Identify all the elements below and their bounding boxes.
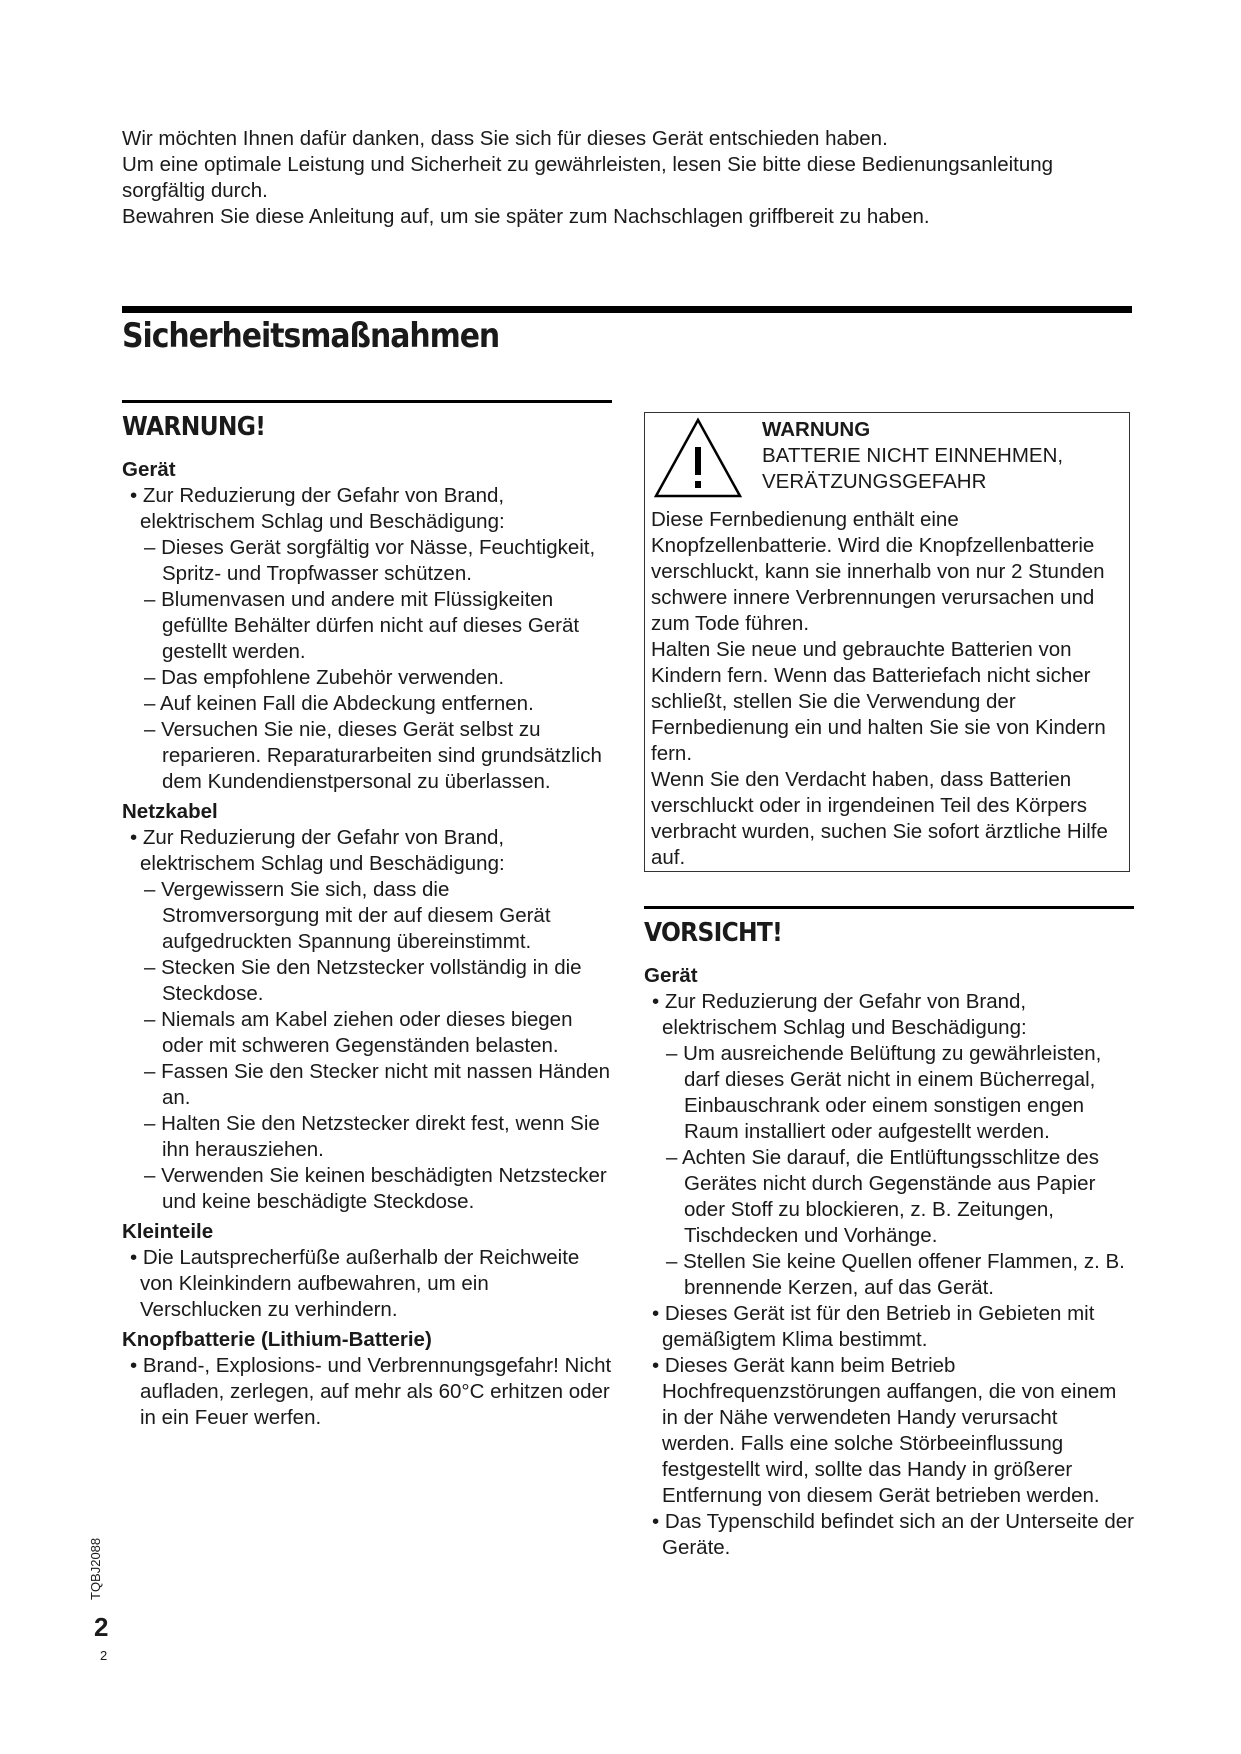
warning-heading: WARNUNG! [122,412,266,442]
caution-heading: VORSICHT! [644,918,783,948]
list-item: – Vergewissern Sie sich, dass die Stromversorgung mit der auf diesem Gerät aufgedruckten Spannung übereinstimmt. [144,878,551,953]
intro-text [122,126,1132,230]
battery-paragraph: Wenn Sie den Verdacht haben, dass Batterien verschluckt oder in irgendeinen Teil des Körpers verbracht wurden, suchen Sie sofort ärztliche Hilfe auf. [651,768,1108,869]
list-item: – Dieses Gerät sorgfältig vor Nässe, Feuchtigkeit, Spritz- und Tropfwasser schützen. [144,536,596,585]
list-item: – Auf keinen Fall die Abdeckung entfernen. [144,692,534,715]
knopfbatterie-subheading: Knopfbatterie (Lithium-Batterie) [122,1328,432,1351]
list-item: – Versuchen Sie nie, dieses Gerät selbst zu reparieren. Reparaturarbeiten sind grundsätzlich dem Kundendienstpersonal zu überlassen. [144,718,602,793]
battery-paragraph: Diese Fernbedienung enthält eine Knopfzellenbatterie. Wird die Knopfzellenbatterie verschluckt, kann sie innerhalb von nur 2 Stunden schwere innere Verbrennungen verursachen und zum Tode führen. [651,508,1105,635]
list-item: – Blumenvasen und andere mit Flüssigkeiten gefüllte Behälter dürfen nicht auf dieses Gerät gestellt werden. [144,588,580,663]
netzkabel-subheading: Netzkabel [122,800,218,823]
battery-paragraph: Halten Sie neue und gebrauchte Batterien von Kindern fern. Wenn das Batteriefach nicht sicher schließt, stellen Sie die Verwendung der Fernbedienung ein und halten Sie sie von Kindern fern. [651,638,1106,765]
list-item: • Zur Reduzierung der Gefahr von Brand, elektrischem Schlag und Beschädigung: [652,990,1027,1039]
intro-line-1: Wir möchten Ihnen dafür danken, dass Sie sich für dieses Gerät entschieden haben. [122,127,888,150]
page-number: 2 [94,1612,109,1642]
warning-section [122,400,612,1431]
warning-rule [122,400,612,403]
list-item: – Achten Sie darauf, die Entlüftungsschlitze des Gerätes nicht durch Gegenstände aus Papier oder Stoff zu blockieren, z. B. Zeitungen, Tischdecken und Vorhänge. [666,1146,1100,1247]
list-item: – Das empfohlene Zubehör verwenden. [144,666,505,689]
list-item: – Halten Sie den Netzstecker direkt fest, wenn Sie ihn herausziehen. [144,1112,600,1161]
intro-line-3: Bewahren Sie diese Anleitung auf, um sie später zum Nachschlagen griffbereit zu haben. [122,205,930,228]
list-item: • Dieses Gerät kann beim Betrieb Hochfrequenzstörungen auffangen, die von einem in der Nähe verwendeten Handy verursacht werden. Falls eine solche Störbeeinflussung festgestellt wird, sollte das Handy in größerer Entfernung von diesem Gerät betrieben werden. [652,1354,1117,1507]
list-item: • Die Lautsprecherfüße außerhalb der Reichweite von Kleinkindern aufbewahren, um ein Verschlucken zu verhindern. [130,1246,580,1321]
battery-warning-title: WARNUNG [762,418,871,441]
list-item: – Niemals am Kabel ziehen oder dieses biegen oder mit schweren Gegenständen belasten. [144,1008,573,1057]
document-code: TQBJ2088 [88,1537,103,1600]
intro-line-2: Um eine optimale Leistung und Sicherheit zu gewährleisten, lesen Sie bitte diese Bedienungsanleitung sorgfältig durch. [122,153,1054,202]
battery-warning-box [644,412,1130,872]
list-item: • Zur Reduzierung der Gefahr von Brand, elektrischem Schlag und Beschädigung: [130,826,505,875]
list-item: – Fassen Sie den Stecker nicht mit nassen Händen an. [144,1060,611,1109]
geraet-subheading: Gerät [122,458,176,481]
list-item: • Zur Reduzierung der Gefahr von Brand, elektrischem Schlag und Beschädigung: [130,484,505,533]
title-rule [122,306,1132,313]
list-item: • Brand-, Explosions- und Verbrennungsgefahr! Nicht aufladen, zerlegen, auf mehr als 60°C erhitzen oder in ein Feuer werfen. [130,1354,612,1429]
list-item: • Das Typenschild befindet sich an der Unterseite der Geräte. [652,1510,1134,1559]
caution-rule [644,906,1134,909]
battery-warning-line: BATTERIE NICHT EINNEHMEN, [762,444,1064,467]
kleinteile-subheading: Kleinteile [122,1220,214,1243]
page-number-small: 2 [100,1648,108,1663]
list-item: – Verwenden Sie keinen beschädigten Netzstecker und keine beschädigte Steckdose. [144,1164,607,1213]
warning-triangle-icon [653,417,743,499]
list-item: – Stecken Sie den Netzstecker vollständig in die Steckdose. [144,956,582,1005]
battery-warning-line: VERÄTZUNGSGEFAHR [762,470,987,493]
list-item: • Dieses Gerät ist für den Betrieb in Gebieten mit gemäßigtem Klima bestimmt. [652,1302,1095,1351]
list-item: – Um ausreichende Belüftung zu gewährleisten, darf dieses Gerät nicht in einem Bücherregal, Einbauschrank oder einem sonstigen engen Raum installiert oder aufgestellt werden. [666,1042,1102,1143]
page-title: Sicherheitsmaßnahmen [122,316,500,356]
list-item: – Stellen Sie keine Quellen offener Flammen, z. B. brennende Kerzen, auf das Gerät. [666,1250,1125,1299]
caution-geraet-subheading: Gerät [644,964,698,987]
caution-section [644,906,1134,1561]
